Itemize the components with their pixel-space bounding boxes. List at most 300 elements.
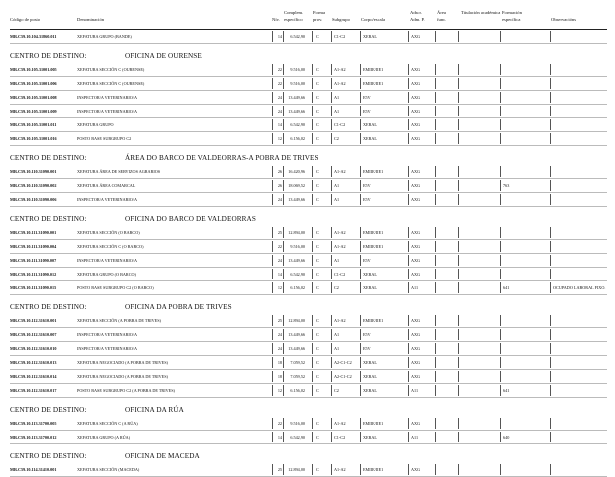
column-divider bbox=[500, 194, 501, 205]
cell-codigo: MR.C59.10.111.31090.007 bbox=[10, 257, 57, 263]
column-divider bbox=[312, 166, 313, 177]
header-titulacion: Titulación académica bbox=[461, 10, 501, 15]
cell-complemento: 18.069,52 bbox=[288, 183, 305, 189]
centro-destino-heading bbox=[10, 50, 607, 63]
column-divider bbox=[435, 371, 436, 382]
column-divider bbox=[312, 432, 313, 443]
column-divider bbox=[458, 385, 459, 396]
header-forma-b: prov. bbox=[313, 17, 323, 22]
cell-corpo: E5V bbox=[363, 183, 371, 189]
column-divider bbox=[435, 31, 436, 42]
column-divider bbox=[500, 119, 501, 130]
table-row bbox=[10, 370, 607, 384]
table-row bbox=[10, 226, 607, 240]
column-divider bbox=[500, 385, 501, 396]
column-divider bbox=[408, 329, 409, 340]
column-divider bbox=[550, 31, 551, 42]
table-row bbox=[10, 463, 607, 477]
cell-forma: C bbox=[316, 80, 319, 86]
cell-forma: C bbox=[316, 271, 319, 277]
cell-codigo: MR.C59.10.110.31090.001 bbox=[10, 169, 57, 175]
cell-codigo: MR.C59.10.112.31610.010 bbox=[10, 346, 57, 352]
cell-nivel: 18 bbox=[277, 360, 282, 366]
column-divider bbox=[500, 64, 501, 75]
column-divider bbox=[312, 418, 313, 429]
column-divider bbox=[408, 357, 409, 368]
cell-codigo: MR.C59.10.111.31090.012 bbox=[10, 271, 57, 277]
cell-subgrupo: A1-A2 bbox=[334, 80, 346, 86]
cell-codigo: MR.C59.10.105.31001.011 bbox=[10, 122, 57, 128]
cell-codigo: MR.C59.10.112.31610.007 bbox=[10, 332, 57, 338]
cell-codigo: MR.C59.10.114.31410.001 bbox=[10, 467, 57, 473]
cell-nivel: 26 bbox=[277, 183, 282, 189]
column-divider bbox=[312, 133, 313, 144]
cell-forma: C bbox=[316, 122, 319, 128]
column-divider bbox=[331, 357, 332, 368]
cell-nivel: 25 bbox=[277, 318, 282, 324]
cell-codigo: MR.C59.10.110.31090.002 bbox=[10, 183, 57, 189]
column-divider bbox=[458, 432, 459, 443]
cell-forma: C bbox=[316, 387, 319, 393]
cell-subgrupo: A1 bbox=[334, 183, 340, 189]
column-divider bbox=[331, 92, 332, 103]
cell-complemento: 6.156,02 bbox=[290, 387, 305, 393]
cell-corpo: EMIIE/IIE1 bbox=[363, 169, 384, 175]
column-divider bbox=[550, 269, 551, 280]
cell-adscr: AXG bbox=[411, 332, 421, 338]
cell-nivel: 24 bbox=[277, 346, 282, 352]
cell-complemento: 9.516,00 bbox=[290, 420, 305, 426]
column-divider bbox=[312, 464, 313, 475]
centro-destino-label: CENTRO DE DESTINO: bbox=[10, 405, 87, 414]
cell-forma: C bbox=[316, 94, 319, 100]
cell-subgrupo: A1 bbox=[334, 332, 340, 338]
cell-subgrupo: C1-C2 bbox=[334, 34, 346, 39]
table-row bbox=[10, 254, 607, 268]
column-divider bbox=[458, 255, 459, 266]
column-divider bbox=[458, 343, 459, 354]
centro-destino-name: OFICINA DO BARCO DE VALDEORRAS bbox=[125, 214, 256, 223]
header-complemento-b: específico bbox=[284, 17, 303, 22]
column-divider bbox=[458, 227, 459, 238]
column-divider bbox=[458, 92, 459, 103]
cell-subgrupo: A1 bbox=[334, 108, 340, 114]
column-divider bbox=[435, 64, 436, 75]
cell-adscr: AXG bbox=[411, 257, 421, 263]
cell-complemento: 6.542,90 bbox=[290, 122, 305, 128]
column-divider bbox=[331, 31, 332, 42]
column-divider bbox=[408, 385, 409, 396]
centro-destino-name: OFICINA DA POBRA DE TRIVES bbox=[125, 303, 232, 312]
cell-codigo: MR.C59.10.105.31001.009 bbox=[10, 108, 57, 114]
column-divider bbox=[360, 269, 361, 280]
column-divider bbox=[500, 464, 501, 475]
column-divider bbox=[435, 269, 436, 280]
cell-forma: C bbox=[316, 108, 319, 114]
cell-corpo: EMIIE/IIE1 bbox=[363, 243, 384, 249]
cell-denominacion: INSPECTOR/A VETERINARIO/A bbox=[77, 108, 137, 114]
column-divider bbox=[331, 106, 332, 117]
column-divider bbox=[458, 64, 459, 75]
cell-adscr: AXG bbox=[411, 136, 421, 142]
column-divider bbox=[500, 343, 501, 354]
header-area-a: Área bbox=[437, 10, 446, 15]
cell-nivel: 24 bbox=[277, 197, 282, 203]
centro-destino-name: OFICINA DE MACEDA bbox=[125, 452, 200, 461]
column-divider bbox=[331, 64, 332, 75]
column-divider bbox=[360, 166, 361, 177]
cell-denominacion: XEFATURA NEGOCIADO (A POBRA DE TRIVES) bbox=[77, 360, 168, 366]
column-divider bbox=[312, 106, 313, 117]
cell-subgrupo: A1 bbox=[334, 257, 340, 263]
cell-codigo: MR.C59.10.112.31610.017 bbox=[10, 387, 57, 393]
column-divider bbox=[435, 241, 436, 252]
column-divider bbox=[435, 329, 436, 340]
column-divider bbox=[408, 464, 409, 475]
column-divider bbox=[360, 357, 361, 368]
table-row bbox=[10, 281, 607, 295]
cell-denominacion: INSPECTOR/A VETERINARIO/A bbox=[77, 197, 137, 203]
cell-forma: C bbox=[316, 197, 319, 203]
cell-corpo: XERAL bbox=[363, 122, 377, 128]
column-divider bbox=[408, 31, 409, 42]
cell-corpo: XERAL bbox=[363, 34, 377, 39]
column-divider bbox=[435, 227, 436, 238]
cell-subgrupo: C2 bbox=[334, 387, 339, 393]
cell-subgrupo: C2 bbox=[334, 136, 339, 142]
cell-subgrupo: A1 bbox=[334, 94, 340, 100]
cell-corpo: EMIIE/IIE1 bbox=[363, 420, 384, 426]
cell-adscr: A11 bbox=[411, 434, 419, 440]
column-divider bbox=[312, 371, 313, 382]
column-divider bbox=[550, 343, 551, 354]
centro-destino-label: CENTRO DE DESTINO: bbox=[10, 452, 87, 461]
column-divider bbox=[550, 92, 551, 103]
centro-destino-heading bbox=[10, 152, 607, 165]
column-divider bbox=[500, 92, 501, 103]
column-divider bbox=[500, 282, 501, 293]
column-divider bbox=[408, 133, 409, 144]
cell-nivel: 14 bbox=[277, 434, 282, 440]
cell-complemento: 6.542,90 bbox=[290, 34, 305, 39]
cell-adscr: AXG bbox=[411, 318, 421, 324]
column-divider bbox=[550, 227, 551, 238]
column-divider bbox=[550, 119, 551, 130]
cell-complemento: 7.059,52 bbox=[290, 373, 305, 379]
cell-corpo: XERAL bbox=[363, 387, 377, 393]
column-divider bbox=[312, 31, 313, 42]
cell-nivel: 25 bbox=[277, 467, 282, 473]
column-divider bbox=[550, 78, 551, 89]
cell-complemento: 13.449,66 bbox=[288, 346, 305, 352]
column-divider bbox=[408, 194, 409, 205]
column-divider bbox=[312, 64, 313, 75]
column-divider bbox=[312, 78, 313, 89]
centro-destino-label: CENTRO DE DESTINO: bbox=[10, 51, 87, 60]
cell-nivel: 12 bbox=[277, 285, 282, 291]
column-divider bbox=[550, 64, 551, 75]
column-divider bbox=[458, 418, 459, 429]
column-divider bbox=[458, 166, 459, 177]
column-divider bbox=[408, 343, 409, 354]
cell-corpo: XERAL bbox=[363, 136, 377, 142]
table-row bbox=[10, 431, 607, 445]
column-divider bbox=[458, 315, 459, 326]
column-divider bbox=[312, 180, 313, 191]
column-divider bbox=[435, 180, 436, 191]
column-divider bbox=[360, 227, 361, 238]
column-divider bbox=[550, 464, 551, 475]
cell-complemento: 13.449,66 bbox=[288, 108, 305, 114]
column-divider bbox=[500, 106, 501, 117]
header-complemento-a: Complem. bbox=[284, 10, 304, 15]
cell-nivel: 24 bbox=[277, 108, 282, 114]
table-row bbox=[10, 328, 607, 342]
column-divider bbox=[360, 315, 361, 326]
cell-nivel: 18 bbox=[277, 373, 282, 379]
column-divider bbox=[408, 432, 409, 443]
cell-formacion: 641 bbox=[503, 387, 510, 393]
cell-nivel: 14 bbox=[277, 271, 282, 277]
column-divider bbox=[331, 329, 332, 340]
column-divider bbox=[500, 315, 501, 326]
cell-forma: C bbox=[316, 243, 319, 249]
cell-nivel: 25 bbox=[277, 229, 282, 235]
centro-destino-label: CENTRO DE DESTINO: bbox=[10, 303, 87, 312]
column-divider bbox=[331, 119, 332, 130]
column-divider bbox=[312, 241, 313, 252]
column-divider bbox=[550, 418, 551, 429]
column-divider bbox=[435, 92, 436, 103]
column-divider bbox=[500, 269, 501, 280]
column-divider bbox=[360, 31, 361, 42]
column-divider bbox=[550, 166, 551, 177]
column-divider bbox=[500, 329, 501, 340]
cell-complemento: 9.516,00 bbox=[290, 243, 305, 249]
cell-denominacion: POSTO BASE SUBGRUPO C2 bbox=[77, 136, 132, 142]
cell-denominacion: INSPECTOR/A VETERINARIO/A bbox=[77, 94, 137, 100]
table-row bbox=[10, 165, 607, 179]
cell-adscr: AXG bbox=[411, 360, 421, 366]
table-row bbox=[10, 417, 607, 431]
cell-forma: C bbox=[316, 373, 319, 379]
column-divider bbox=[360, 133, 361, 144]
column-divider bbox=[331, 78, 332, 89]
cell-subgrupo: A1 bbox=[334, 346, 340, 352]
cell-corpo: E5V bbox=[363, 257, 371, 263]
cell-forma: C bbox=[316, 467, 319, 473]
column-divider bbox=[500, 432, 501, 443]
table-row bbox=[10, 342, 607, 356]
column-divider bbox=[408, 180, 409, 191]
column-divider bbox=[331, 194, 332, 205]
cell-subgrupo: C1-C2 bbox=[334, 271, 346, 277]
column-divider bbox=[550, 194, 551, 205]
table-row bbox=[10, 118, 607, 132]
cell-nivel: 22 bbox=[277, 243, 282, 249]
centro-destino-name: OFICINA DE OURENSE bbox=[125, 51, 202, 60]
cell-forma: C bbox=[316, 66, 319, 72]
cell-complemento: 16.420,96 bbox=[288, 169, 305, 175]
cell-forma: C bbox=[316, 257, 319, 263]
cell-codigo: MR.C59.10.105.31001.016 bbox=[10, 136, 57, 142]
table-row bbox=[10, 268, 607, 282]
cell-corpo: XERAL bbox=[363, 285, 377, 291]
column-divider bbox=[360, 343, 361, 354]
centro-destino-heading bbox=[10, 450, 607, 463]
column-divider bbox=[360, 432, 361, 443]
cell-subgrupo: A1 bbox=[334, 197, 340, 203]
cell-denominacion: INSPECTOR/A VETERINARIO/A bbox=[77, 346, 137, 352]
cell-adscr: AXG bbox=[411, 229, 421, 235]
column-divider bbox=[435, 166, 436, 177]
cell-nivel: 14 bbox=[277, 122, 282, 128]
cell-adscr: AXG bbox=[411, 108, 421, 114]
column-divider bbox=[435, 315, 436, 326]
column-divider bbox=[312, 255, 313, 266]
cell-adscr: AXG bbox=[411, 197, 421, 203]
centro-destino-heading bbox=[10, 404, 607, 417]
cell-nivel: 22 bbox=[277, 66, 282, 72]
header-forma-a: Forma bbox=[313, 10, 325, 15]
column-divider bbox=[360, 180, 361, 191]
cell-forma: C bbox=[316, 420, 319, 426]
cell-subgrupo: A1-A2 bbox=[334, 420, 346, 426]
column-divider bbox=[408, 106, 409, 117]
cell-forma: C bbox=[316, 183, 319, 189]
column-divider bbox=[435, 282, 436, 293]
header-formacion-b: específica bbox=[502, 17, 521, 22]
column-divider bbox=[312, 269, 313, 280]
cell-denominacion: XEFATURA ÁREA DE SERVIZOS AGRARIOS bbox=[77, 169, 161, 175]
column-divider bbox=[550, 371, 551, 382]
cell-complemento: 13.449,66 bbox=[288, 257, 305, 263]
table-row bbox=[10, 179, 607, 193]
cell-subgrupo: A1-A2 bbox=[334, 318, 346, 324]
column-divider bbox=[550, 329, 551, 340]
column-divider bbox=[331, 269, 332, 280]
column-divider bbox=[408, 255, 409, 266]
cell-subgrupo: A2-C1-C2 bbox=[334, 360, 352, 366]
cell-nivel: 22 bbox=[277, 420, 282, 426]
cell-complemento: 12.894,00 bbox=[288, 467, 305, 473]
column-divider bbox=[408, 315, 409, 326]
cell-formacion: 763 bbox=[503, 183, 510, 189]
cell-codigo: MR.C59.10.105.31001.005 bbox=[10, 66, 57, 72]
cell-nivel: 26 bbox=[277, 169, 282, 175]
column-divider bbox=[312, 385, 313, 396]
column-divider bbox=[331, 282, 332, 293]
column-divider bbox=[458, 371, 459, 382]
cell-subgrupo: A1-A2 bbox=[334, 229, 346, 235]
column-divider bbox=[408, 227, 409, 238]
cell-adscr: AXG bbox=[411, 346, 421, 352]
column-divider bbox=[550, 432, 551, 443]
column-divider bbox=[360, 241, 361, 252]
cell-nivel: 22 bbox=[277, 80, 282, 86]
column-divider bbox=[550, 106, 551, 117]
column-divider bbox=[360, 418, 361, 429]
column-divider bbox=[550, 385, 551, 396]
column-divider bbox=[500, 418, 501, 429]
cell-denominacion: XEFATURA SECCIÓN (A POBRA DE TRIVES) bbox=[77, 318, 161, 324]
column-divider bbox=[331, 241, 332, 252]
cell-forma: C bbox=[316, 34, 319, 39]
cell-denominacion: XEFATURA ÁREA COMARCAL bbox=[77, 183, 136, 189]
cell-codigo: MR.C59.10.110.31090.006 bbox=[10, 197, 57, 203]
header-corpo: Corpo/escala bbox=[361, 17, 385, 22]
column-divider bbox=[458, 194, 459, 205]
column-divider bbox=[331, 133, 332, 144]
cell-corpo: E5V bbox=[363, 346, 371, 352]
header-adscr-a: Adscr. bbox=[410, 10, 422, 15]
cell-forma: C bbox=[316, 229, 319, 235]
table-row bbox=[10, 77, 607, 91]
cell-denominacion: XEFATURA SECCIÓN (O BARCO) bbox=[77, 229, 140, 235]
column-divider bbox=[312, 329, 313, 340]
column-divider bbox=[312, 357, 313, 368]
cell-corpo: EMIIE/IIE1 bbox=[363, 318, 384, 324]
cell-subgrupo: A1-A2 bbox=[334, 243, 346, 249]
column-divider bbox=[331, 227, 332, 238]
cell-codigo: MR.C59.10.105.31001.008 bbox=[10, 94, 57, 100]
cell-corpo: E5V bbox=[363, 108, 371, 114]
cell-forma: C bbox=[316, 360, 319, 366]
column-divider bbox=[550, 133, 551, 144]
column-divider bbox=[331, 315, 332, 326]
column-divider bbox=[408, 241, 409, 252]
cell-adscr: AXG bbox=[411, 34, 421, 39]
cell-nivel: 24 bbox=[277, 257, 282, 263]
cell-denominacion: XEFATURA SECCIÓN C (OURENSE) bbox=[77, 80, 145, 86]
cell-subgrupo: A1-A2 bbox=[334, 169, 346, 175]
column-divider bbox=[360, 371, 361, 382]
table-row bbox=[10, 91, 607, 105]
cell-denominacion: XEFATURA SECCIÓN C (A RÚA) bbox=[77, 420, 138, 426]
column-divider bbox=[500, 357, 501, 368]
cell-codigo: MR.C59.10.111.31090.015 bbox=[10, 285, 57, 291]
cell-codigo: MR.C59.10.105.31001.006 bbox=[10, 80, 57, 86]
cell-subgrupo: C1-C2 bbox=[334, 122, 346, 128]
cell-codigo: MR.C59.10.113.31700.012 bbox=[10, 434, 57, 440]
column-divider bbox=[408, 282, 409, 293]
cell-complemento: 13.449,66 bbox=[288, 197, 305, 203]
cell-nivel: 24 bbox=[277, 332, 282, 338]
header-observacions: Observacións bbox=[551, 17, 577, 22]
cell-subgrupo: A1-A2 bbox=[334, 66, 346, 72]
cell-denominacion: XEFATURA GRUPO bbox=[77, 122, 114, 128]
header-nivel: Nív. bbox=[272, 17, 280, 22]
cell-corpo: EMIIE/IIE1 bbox=[363, 467, 384, 473]
column-divider bbox=[550, 241, 551, 252]
column-divider bbox=[435, 343, 436, 354]
cell-complemento: 6.156,02 bbox=[290, 136, 305, 142]
cell-complemento: 7.059,52 bbox=[290, 360, 305, 366]
column-divider bbox=[550, 315, 551, 326]
cell-forma: C bbox=[316, 169, 319, 175]
column-divider bbox=[435, 119, 436, 130]
cell-complemento: 9.516,00 bbox=[290, 66, 305, 72]
cell-subgrupo: C1-C2 bbox=[334, 434, 346, 440]
centro-destino-heading bbox=[10, 213, 607, 226]
column-divider bbox=[360, 106, 361, 117]
column-divider bbox=[312, 343, 313, 354]
table-row bbox=[10, 132, 607, 146]
column-divider bbox=[458, 282, 459, 293]
cell-subgrupo: A1-A2 bbox=[334, 467, 346, 473]
cell-codigo: MR.C59.10.111.31090.001 bbox=[10, 229, 57, 235]
column-divider bbox=[331, 464, 332, 475]
